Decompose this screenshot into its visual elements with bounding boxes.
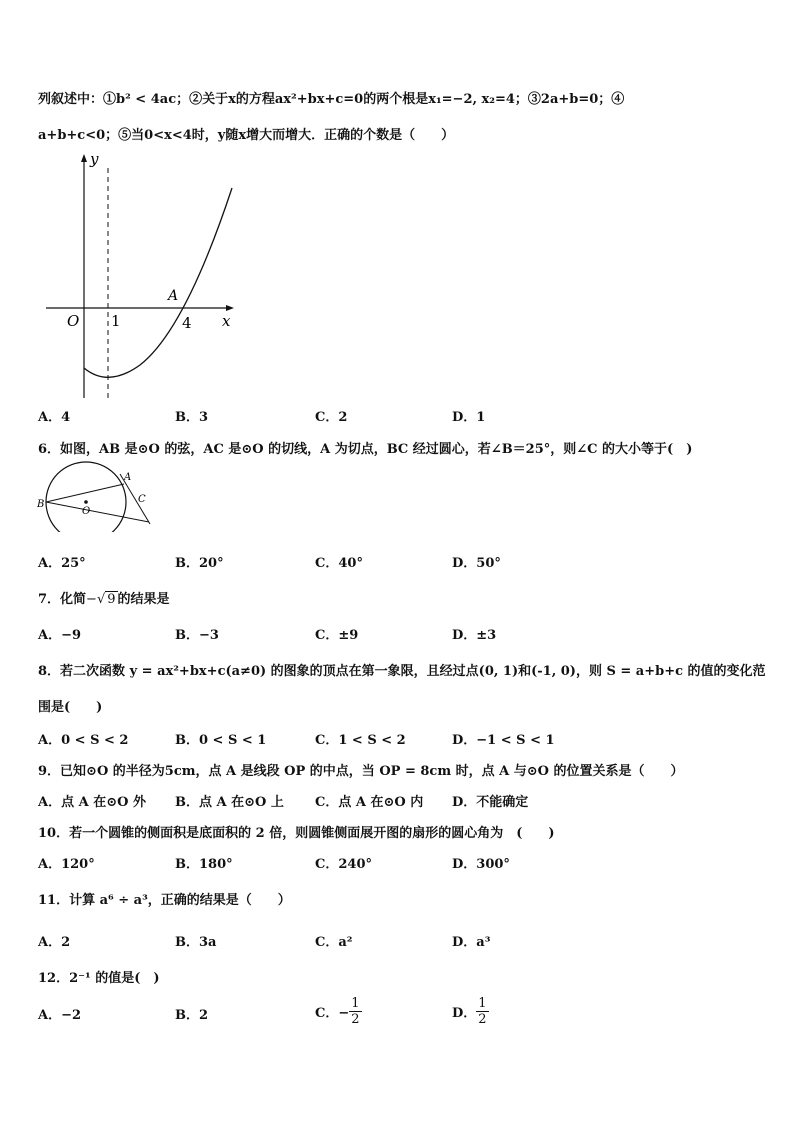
q7-radical: −√ 9 <box>86 592 116 607</box>
q12-question: 12．2⁻¹ 的值是( ) <box>38 971 160 986</box>
tick-label-1: 1 <box>111 312 121 330</box>
q12-option-d[interactable] <box>452 996 489 1027</box>
q9-option-a[interactable]: A．点 A 在⊙O 外 <box>38 795 146 810</box>
q5-option-c[interactable]: C．2 <box>315 410 348 425</box>
q12-option-d-fraction: $\frac{1}{2}$ <box>478 996 487 1027</box>
point-a-label: A <box>168 288 179 304</box>
q5-option-d[interactable]: D．1 <box>452 410 486 425</box>
q6-option-a[interactable]: A．25° <box>38 556 86 571</box>
q10-options <box>38 853 758 873</box>
q6-options <box>38 552 758 572</box>
q11-options <box>38 931 758 951</box>
q11-option-b[interactable]: B．3a <box>175 935 217 950</box>
q7-text-pre: 7．化简 <box>38 592 87 607</box>
q7-option-b[interactable]: B．−3 <box>175 628 219 643</box>
q7-options <box>38 624 758 644</box>
q7-option-c[interactable]: C．±9 <box>315 628 359 643</box>
q6-question: 6．如图，AB 是⊙O 的弦，AC 是⊙O 的切线，A 为切点，BC 经过圆心，若∠B＝25°，则∠C 的大小等于( ) <box>38 442 693 457</box>
q9-option-b[interactable]: B．点 A 在⊙O 上 <box>175 795 284 810</box>
q10-option-b[interactable]: B．180° <box>175 857 233 872</box>
q12-options <box>38 996 758 1036</box>
label-a: A <box>124 472 132 483</box>
q12-option-b[interactable]: B．2 <box>175 1008 209 1023</box>
q8-question-line1: 8．若二次函数 y = ax²+bx+c(a≠0) 的图象的顶点在第一象限，且经过点(0, 1)和(-1, 0)，则 S = a+b+c 的值的变化范 <box>38 664 766 679</box>
label-b: B <box>37 499 45 510</box>
q8-option-b[interactable]: B．0 < S < 1 <box>175 733 267 748</box>
q5-option-a[interactable]: A．4 <box>38 410 71 425</box>
q7-text-post: 的结果是 <box>117 592 170 607</box>
q12-option-c[interactable] <box>315 996 362 1027</box>
q9-option-d[interactable]: D．不能确定 <box>452 795 529 810</box>
q9-option-c[interactable]: C．点 A 在⊙O 内 <box>315 795 424 810</box>
q11-option-a[interactable]: A．2 <box>38 935 71 950</box>
q8-option-d[interactable]: D．−1 < S < 1 <box>452 733 555 748</box>
q5-parabola-graph <box>40 150 250 402</box>
q6-option-b[interactable]: B．20° <box>175 556 224 571</box>
y-axis-label: y <box>90 150 99 168</box>
q11-option-d[interactable]: D．a³ <box>452 935 491 950</box>
q12-option-d-prefix: D． <box>452 1006 477 1021</box>
label-c: C <box>138 494 146 505</box>
q8-option-c[interactable]: C．1 < S < 2 <box>315 733 406 748</box>
q12-option-a[interactable]: A．−2 <box>38 1008 82 1023</box>
q7-option-d[interactable]: D．±3 <box>452 628 497 643</box>
q12-option-c-fraction: $\frac{1}{2}$ <box>351 996 360 1027</box>
q10-option-c[interactable]: C．240° <box>315 857 372 872</box>
q8-option-a[interactable]: A．0 < S < 2 <box>38 733 129 748</box>
q5-statement-line1: 列叙述中：①b² < 4ac；②关于x的方程ax²+bx+c=0的两个根是x₁=−2, x₂=4；③2a+b=0；④ <box>38 92 625 107</box>
q6-option-d[interactable]: D．50° <box>452 556 501 571</box>
tick-label-4: 4 <box>182 314 192 332</box>
q5-statement-line2: a+b+c<0；⑤当0<x<4时，y随x增大而增大．正确的个数是（ ） <box>38 128 455 143</box>
q11-option-c[interactable]: C．a² <box>315 935 353 950</box>
q12-option-c-prefix: C．− <box>315 1006 350 1021</box>
q5-option-b[interactable]: B．3 <box>175 410 209 425</box>
q5-options <box>38 406 758 426</box>
q8-options <box>38 729 758 749</box>
q8-question-line2: 围是( ) <box>38 700 103 715</box>
label-o: O <box>82 506 91 517</box>
q9-options <box>38 791 758 811</box>
q10-question: 10．若一个圆锥的侧面积是底面积的 2 倍，则圆锥侧面展开图的扇形的圆心角为 ( ) <box>38 826 555 841</box>
q6-circle-figure <box>34 460 158 532</box>
origin-label: O <box>67 312 80 330</box>
q10-option-a[interactable]: A．120° <box>38 857 95 872</box>
q9-question: 9．已知⊙O 的半径为5cm，点 A 是线段 OP 的中点，当 OP = 8cm 时，点 A 与⊙O 的位置关系是（ ） <box>38 764 684 779</box>
q11-question: 11．计算 a⁶ ÷ a³，正确的结果是（ ） <box>38 893 291 908</box>
q7-question <box>38 588 170 607</box>
q7-option-a[interactable]: A．−9 <box>38 628 82 643</box>
x-axis-label: x <box>222 312 231 330</box>
q10-option-d[interactable]: D．300° <box>452 857 510 872</box>
q6-option-c[interactable]: C．40° <box>315 556 363 571</box>
